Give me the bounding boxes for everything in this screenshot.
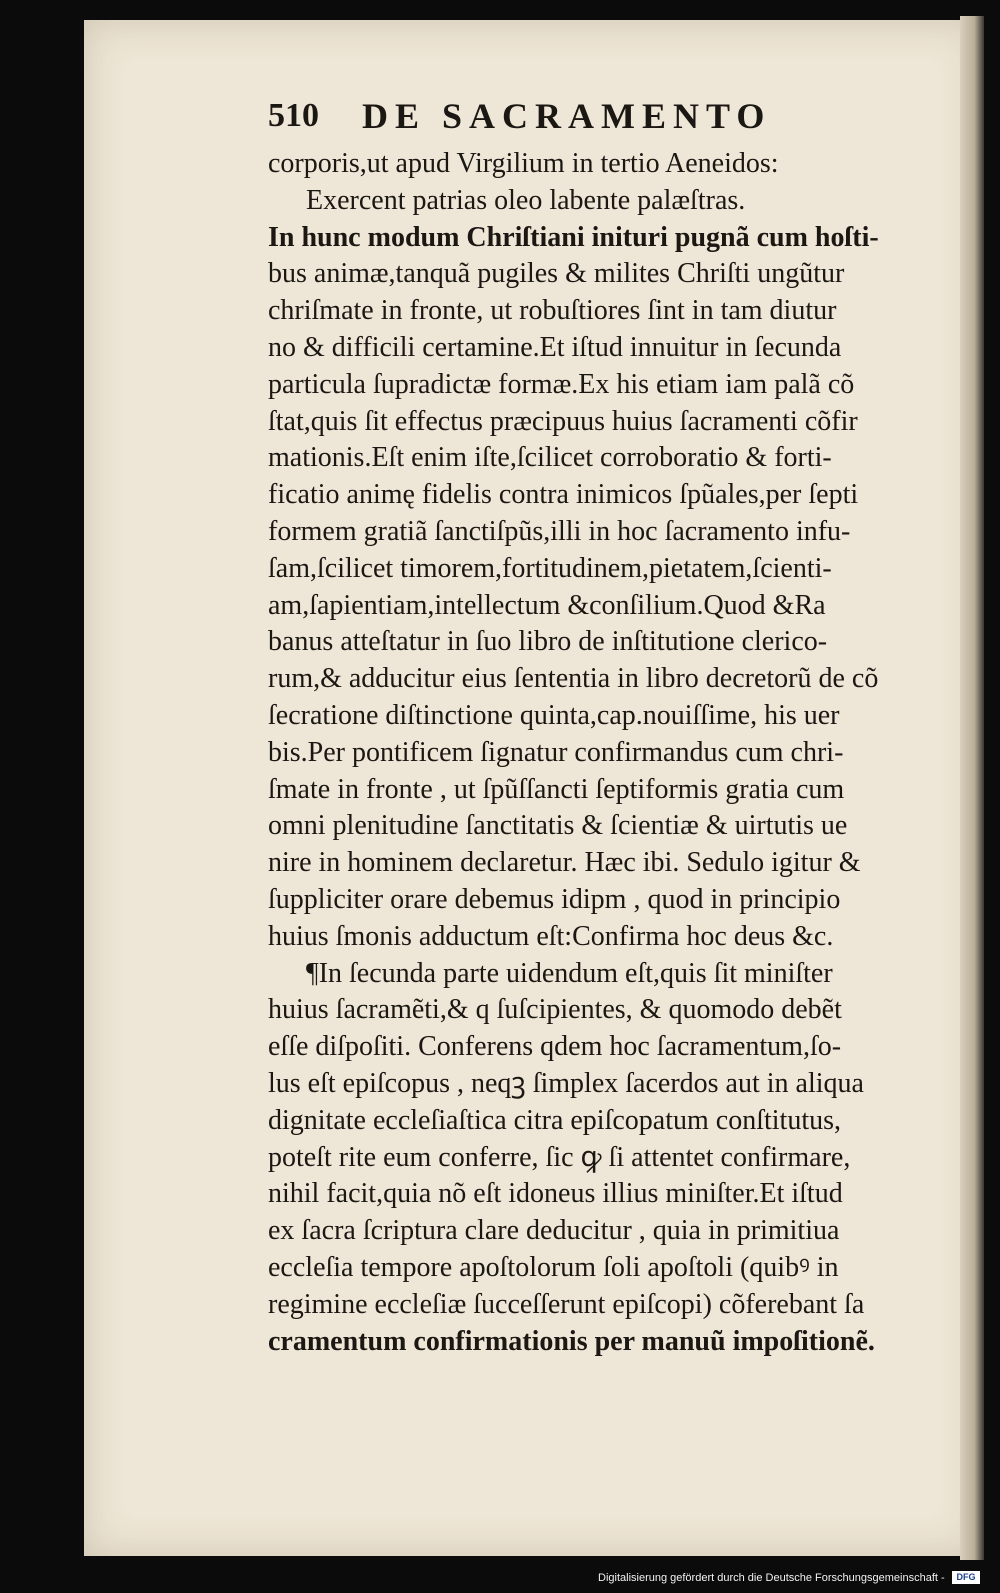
page-header	[268, 94, 888, 138]
text-line: dignitate eccleſiaſtica citra epiſcopatum conſtitutus,	[268, 1104, 842, 1136]
body-text	[268, 146, 968, 1360]
text-line: particula ſupradictæ formæ.Ex his etiam iam palã cõ	[268, 368, 855, 400]
text-line: ex ſacra ſcriptura clare deducitur , quia in primitiua	[268, 1215, 840, 1247]
text-line: nire in hominem declaretur. Hæc ibi. Sedulo igitur &	[268, 847, 861, 879]
text-line: ſam,ſcilicet timorem,fortitudinem,pietatem,ſcienti-	[268, 552, 832, 584]
dfg-logo: DFG	[952, 1571, 980, 1584]
running-head: DE SACRAMENTO	[362, 96, 772, 136]
verse-line: Exercent patrias oleo labente palæſtras.	[306, 184, 746, 216]
text-line: In hunc modum Chriſtiani inituri pugnã cum hoſti-	[268, 221, 879, 253]
text-line: rum,& adducitur eius ſententia in libro decretorũ de cõ	[268, 663, 879, 695]
text-line: eccleſia tempore apoſtolorum ſoli apoſtoli (quibꝰ in	[268, 1251, 839, 1283]
text-line: bis.Per pontificem ſignatur confirmandus cum chri-	[268, 736, 844, 768]
paragraph-start-line: ¶In ſecunda parte uidendum eſt,quis ſit miniſter	[306, 957, 833, 989]
text-line: ſmate in fronte , ut ſpũſſancti ſeptiformis gratia cum	[268, 773, 845, 805]
text-line: huius ſacramẽti,& q ſuſcipientes, & quomodo debẽt	[268, 994, 842, 1026]
text-line: regimine eccleſiæ ſucceſſerunt epiſcopi) cõferebant ſa	[268, 1288, 865, 1320]
text-line: huius ſmonis adductum eſt:Confirma hoc deus &c.	[268, 920, 834, 952]
text-line: omni plenitudine ſanctitatis & ſcientiæ & uirtutis ue	[268, 810, 848, 842]
text-line: nihil facit,quia nõ eſt idoneus illius miniſter.Et iſtud	[268, 1178, 843, 1210]
text-line: ſecratione diſtinctione quinta,cap.nouiſſime, his uer	[268, 699, 840, 731]
text-line: ficatio animę fidelis contra inimicos ſpũales,per ſepti	[268, 479, 859, 511]
text-line: cramentum confirmationis per manuũ impoſitionẽ.	[268, 1325, 875, 1357]
text-line: mationis.Eſt enim iſte,ſcilicet corroboratio & forti-	[268, 442, 832, 474]
text-line: banus atteſtatur in ſuo libro de inſtitutione clerico-	[268, 626, 828, 658]
text-line: chriſmate in fronte, ut robuſtiores ſint in tam diutur	[268, 295, 837, 327]
text-line: poteſt rite eum conferre, ſic ꝙ ſi attentet confirmare,	[268, 1141, 851, 1173]
text-line: ſtat,quis ſit effectus præcipuus huius ſacramenti cõfir	[268, 405, 858, 437]
text-line: formem gratiã ſanctiſpũs,illi in hoc ſacramento infu-	[268, 515, 851, 547]
text-line: no & difficili certamine.Et iſtud innuitur in ſecunda	[268, 331, 842, 363]
text-line: am,ſapientiam,intellectum &conſilium.Quod &Ra	[268, 589, 826, 621]
text-line: bus animæ,tanquã pugiles & milites Chriſti ungũtur	[268, 258, 845, 290]
text-line: lus eſt epiſcopus , neqꝫ ſimplex ſacerdos aut in aliqua	[268, 1067, 864, 1099]
text-line: corporis,ut apud Virgilium in tertio Aeneidos:	[268, 148, 779, 179]
digitization-credit: Digitalisierung gefördert durch die Deutsche Forschungsgemeinschaft -	[598, 1572, 945, 1584]
text-line: eſſe diſpoſiti. Conferens qdem hoc ſacramentum,ſo-	[268, 1031, 842, 1063]
text-line: ſuppliciter orare debemus idipm , quod in principio	[268, 883, 841, 915]
page-number: 510	[268, 97, 319, 134]
